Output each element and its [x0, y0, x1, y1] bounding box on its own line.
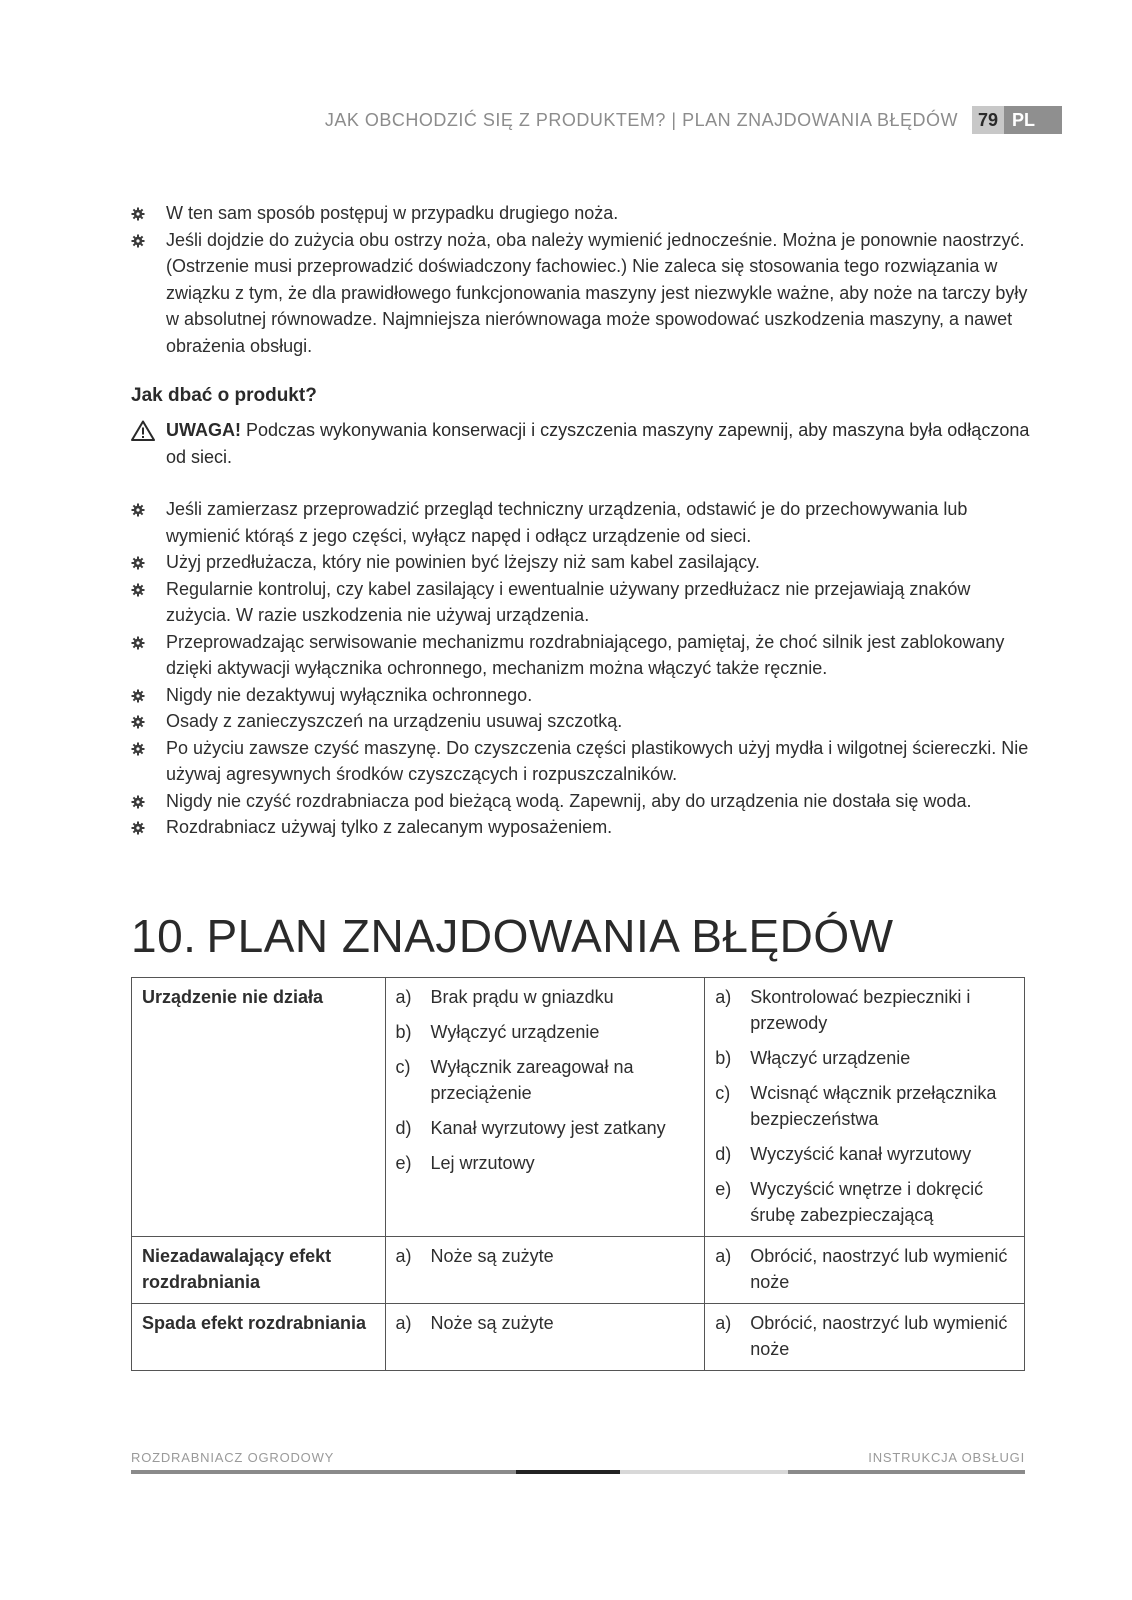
bullet-text: Nigdy nie dezaktywuj wyłącznika ochronnego.	[166, 684, 533, 705]
entry-text: Wyczyścić wnętrze i dokręcić śrubę zabezpieczającą	[750, 1179, 984, 1225]
entry-label: b)	[715, 1048, 732, 1068]
gear-bullet-icon	[131, 556, 145, 570]
bullet-item	[131, 629, 1031, 682]
bullet-text: W ten sam sposób postępuj w przypadku drugiego noża.	[166, 203, 619, 223]
entry-label: e)	[395, 1153, 412, 1173]
problem-cell: Urządzenie nie działa	[132, 978, 386, 1237]
entry-label: d)	[395, 1118, 412, 1138]
entry-label: a)	[715, 1246, 732, 1266]
table-row	[132, 1237, 1025, 1304]
fix-cell	[705, 978, 1025, 1237]
entry-label: a)	[715, 987, 732, 1007]
bullet-text: Jeśli zamierzasz przeprowadzić przegląd techniczny urządzenia, odstawić je do przechowywania lub wymienić którąś z jego części, wyłącz napęd i odłącz urządzenie od sieci.	[166, 499, 968, 546]
entry-text: Wyczyścić kanał wyrzutowy	[750, 1144, 972, 1164]
language-badge: PL	[1004, 106, 1062, 134]
gear-bullet-icon	[131, 503, 145, 517]
table-row	[132, 1304, 1025, 1371]
care-bullet-list	[131, 496, 1031, 841]
gear-bullet-icon	[131, 742, 145, 756]
main-content	[131, 200, 1031, 841]
entry-text: Wyłącznik zareagował na przeciążenie	[430, 1057, 634, 1103]
bullet-text: Osady z zanieczyszczeń na urządzeniu usuwaj szczotką.	[166, 711, 623, 731]
table-row	[132, 978, 1025, 1237]
entry-label: d)	[715, 1144, 732, 1164]
entry-text: Obrócić, naostrzyć lub wymienić noże	[750, 1313, 1008, 1359]
bullet-text: Rozdrabniacz używaj tylko z zalecanym wyposażeniem.	[166, 817, 613, 837]
cause-cell	[385, 1304, 705, 1371]
entry-label: b)	[395, 1022, 412, 1042]
bullet-text: Przeprowadzając serwisowanie mechanizmu rozdrabniającego, pamiętaj, że choć silnik jest zablokowany dzięki aktywacji wyłącznika ochronnego, mechanizm można włączyć także ręcznie.	[166, 631, 1005, 678]
cause-entry	[396, 1019, 695, 1045]
bullet-text: Regularnie kontroluj, czy kabel zasilający i ewentualnie używany przedłużacz nie przejawiają znaków zużycia. W razie uszkodzenia nie używaj urządzenia.	[166, 578, 971, 625]
bullet-item	[131, 682, 1031, 709]
entry-label: a)	[395, 1246, 412, 1266]
bullet-text: Użyj przedłużacza, który nie powinien być lżejszy niż sam kabel zasilający.	[166, 552, 760, 572]
bullet-item	[131, 735, 1031, 788]
cause-entry	[396, 1150, 695, 1176]
cause-entry	[396, 1054, 695, 1106]
warning-note	[131, 417, 1031, 470]
chapter-title-text: PLAN ZNAJDOWANIA BŁĘDÓW	[206, 909, 894, 962]
footer-document-type: INSTRUKCJA OBSŁUGI	[868, 1450, 1025, 1465]
bullet-text: Jeśli dojdzie do zużycia obu ostrzy noża, oba należy wymienić jednocześnie. Można je ponownie naostrzyć. (Ostrzenie musi przeprowadzić doświadczony fachowiec.) Nie zaleca się stosowania tego rozwiązania w związku z tym, że dla prawidłowego funkcjonowania maszyny jest niezwykle ważne, aby noże na tarczy były w absolutnej równowadze. Najmniejsza nierównowaga może spowodować uszkodzenia maszyny, a nawet obrażenia obsługi.	[166, 229, 1028, 356]
fix-entry	[715, 1080, 1014, 1132]
cause-entry	[396, 984, 695, 1010]
entry-text: Noże są zużyte	[430, 1246, 554, 1266]
entry-text: Wyłączyć urządzenie	[430, 1022, 600, 1042]
gear-bullet-icon	[131, 821, 145, 835]
warning-triangle-icon	[131, 420, 155, 441]
bullet-item	[131, 496, 1031, 549]
intro-bullet-list	[131, 200, 1031, 359]
page-header	[325, 106, 1062, 134]
entry-text: Brak prądu w gniazdku	[430, 987, 614, 1007]
bullet-item	[131, 549, 1031, 576]
cause-entry	[396, 1115, 695, 1141]
gear-bullet-icon	[131, 636, 145, 650]
entry-label: c)	[715, 1083, 731, 1103]
page-number: 79	[972, 106, 1004, 134]
troubleshooting-table	[131, 977, 1025, 1371]
footer-product-name: ROZDRABNIACZ OGRODOWY	[131, 1450, 335, 1465]
warning-label: UWAGA!	[166, 420, 241, 440]
bullet-item	[131, 814, 1031, 841]
cause-entry	[396, 1310, 695, 1336]
cause-cell	[385, 1237, 705, 1304]
entry-text: Wcisnąć włącznik przełącznika bezpieczeństwa	[750, 1083, 997, 1129]
problem-cell: Niezadawalający efekt rozdrabniania	[132, 1237, 386, 1304]
chapter-title	[131, 909, 894, 963]
gear-bullet-icon	[131, 207, 145, 221]
fix-entry	[715, 984, 1014, 1036]
footer-bar-segment	[620, 1470, 788, 1474]
chapter-number: 10.	[131, 909, 197, 962]
fix-entry	[715, 1243, 1014, 1295]
footer-bar-segment	[131, 1470, 516, 1474]
header-title: JAK OBCHODZIĆ SIĘ Z PRODUKTEM? | PLAN ZNAJDOWANIA BŁĘDÓW	[324, 109, 958, 130]
bullet-item	[131, 576, 1031, 629]
section-heading: Jak dbać o produkt?	[131, 385, 317, 406]
entry-label: c)	[395, 1057, 411, 1077]
bullet-text: Nigdy nie czyść rozdrabniacza pod bieżącą wodą. Zapewnij, aby do urządzenia nie dostała się woda.	[166, 790, 972, 811]
entry-text: Skontrolować bezpieczniki i przewody	[750, 987, 971, 1033]
fix-entry	[715, 1176, 1014, 1228]
bullet-text: Po użyciu zawsze czyść maszynę. Do czyszczenia części plastikowych użyj mydła i wilgotnej ściereczki. Nie używaj agresywnych środków czyszczących i rozpuszczalników.	[166, 737, 1029, 784]
bullet-item	[131, 200, 1031, 227]
entry-label: a)	[715, 1313, 732, 1333]
gear-bullet-icon	[131, 234, 145, 248]
bullet-item	[131, 788, 1031, 815]
fix-entry	[715, 1141, 1014, 1167]
entry-label: a)	[395, 1313, 412, 1333]
gear-bullet-icon	[131, 715, 145, 729]
gear-bullet-icon	[131, 689, 145, 703]
entry-text: Kanał wyrzutowy jest zatkany	[430, 1118, 666, 1138]
entry-text: Obrócić, naostrzyć lub wymienić noże	[750, 1246, 1008, 1292]
warning-text: Podczas wykonywania konserwacji i czyszczenia maszyny zapewnij, aby maszyna była odłączona od sieci.	[166, 420, 1030, 467]
fix-entry	[715, 1045, 1014, 1071]
cause-entry	[396, 1243, 695, 1269]
entry-text: Lej wrzutowy	[430, 1153, 535, 1173]
bullet-item	[131, 227, 1031, 360]
footer-bar-segment	[516, 1470, 620, 1474]
problem-cell: Spada efekt rozdrabniania	[132, 1304, 386, 1371]
footer-bar-segment	[788, 1470, 1025, 1474]
entry-label: e)	[715, 1179, 732, 1199]
bullet-item	[131, 708, 1031, 735]
entry-text: Włączyć urządzenie	[750, 1048, 911, 1068]
entry-label: a)	[395, 987, 412, 1007]
cause-cell	[385, 978, 705, 1237]
fix-cell	[705, 1304, 1025, 1371]
gear-bullet-icon	[131, 583, 145, 597]
entry-text: Noże są zużyte	[430, 1313, 554, 1333]
fix-entry	[715, 1310, 1014, 1362]
fix-cell	[705, 1237, 1025, 1304]
gear-bullet-icon	[131, 795, 145, 809]
